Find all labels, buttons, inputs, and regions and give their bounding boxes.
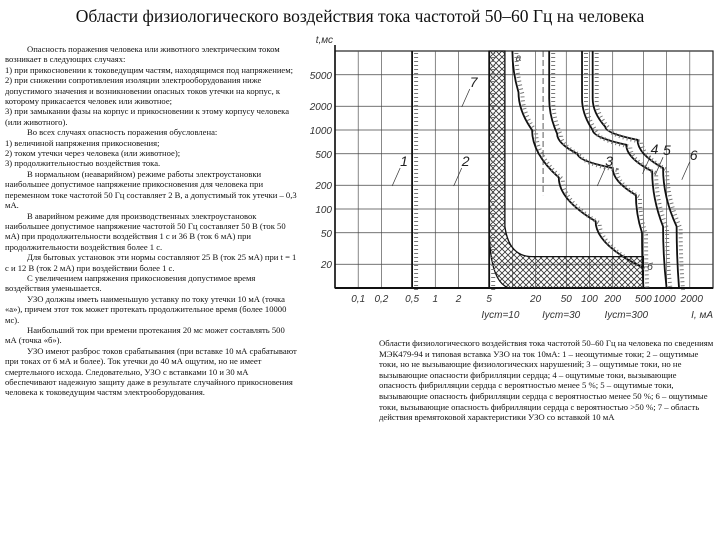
- zone-label: 5: [663, 142, 671, 159]
- y-axis-label: t,мс: [315, 35, 333, 46]
- body-text: [5, 44, 297, 398]
- paragraph: УЗО должны иметь наименьшую уставку по току утечки 10 мА (точка «а»), причем этот ток может протекать продолжительное время (более 10000 мс).: [5, 293, 287, 325]
- x-tick-label: 5: [486, 294, 492, 305]
- x-tick-label: 1000: [653, 294, 676, 305]
- paragraph: 3) продолжительностью воздействия тока.: [5, 158, 161, 169]
- y-tick-label: 2000: [309, 102, 332, 114]
- paragraph: Для бытовых установок эти нормы составляют 25 В (ток 25 мА) при t = 1 с и 12 В (ток 2 мА) при воздействии более 1 с.: [5, 252, 297, 273]
- label-leader-line: [392, 168, 400, 186]
- x-tick-label: 0,2: [374, 294, 389, 305]
- setting-label: Iуст=10: [481, 310, 520, 321]
- paragraph: Опасность поражения человека или животного электрическим током возникает в следующих случаях:: [5, 44, 280, 65]
- label-leader-line: [643, 156, 651, 174]
- paragraph: 1) при прикосновении к токоведущим частям, находящимся под напряжением;: [5, 64, 294, 75]
- y-tick-label: 500: [315, 149, 332, 161]
- label-leader-line: [462, 89, 470, 107]
- y-tick-label: 100: [315, 205, 332, 216]
- boundary-3-line: [549, 51, 643, 288]
- physiological-effects-chart: [309, 30, 720, 360]
- boundary-4-line: [582, 51, 667, 288]
- zone-label: 4: [650, 140, 659, 157]
- paragraph: В нормальном (неаварийном) режиме работы электроустановки наибольшее допустимое напряжение прикосновения для человека при переменном токе частотой 50 Гц составляет 2 В, а допустимый ток утечки – 0,3 мА.: [5, 168, 297, 211]
- figure-caption: Области физиологического воздействия тока частотой 50–60 Гц на человека по сведениям МЭК479-94 и типовая вставка УЗО на ток 10мА: 1 – неощутимые токи; 2 – ощутимые токи, но не вызывающие физиологических нарушений; 3 – ощутимые токи, но не вызывающие опасности фибрилляции сердца; 4 – ощутимые токи, вызывающие опасность фибрилляции сердца с вероятностью менее 5 %; 5 – ощутимые токи, вызывающие опасность фибрилляции сердца с вероятностью менее 50 %; 6 – ощутимые токи, вызывающие опасность фибрилляции сердца с вероятностью >50 %; 7 – область действия времятоковой характеристики УЗО со вставкой 10 мА: [379, 338, 714, 423]
- zone-label: 7: [469, 74, 478, 91]
- paragraph: 1) величиной напряжения прикосновения;: [5, 137, 160, 148]
- boundary-3-hatch: [553, 53, 647, 290]
- boundary-5-line: [593, 51, 679, 288]
- curve-a-b-line: [512, 51, 643, 268]
- setting-label: Iуст=30: [542, 310, 581, 321]
- page-title: Области физиологического воздействия тока частотой 50–60 Гц на человека: [75, 6, 645, 26]
- zone-label: 2: [461, 153, 470, 170]
- y-tick-label: 5000: [309, 70, 332, 82]
- setting-label: Iуст=300: [604, 310, 649, 321]
- paragraph: В аварийном режиме для производственных электроустановок наибольшее допустимое напряжение частотой 50 Гц составляет 50 В (ток 50 мА) при продолжительности воздействия 1 с и 36 В (ток 6 мА) при продолжительности воздействия более 1 с.: [5, 210, 286, 252]
- paragraph: С увеличением напряжения прикосновения допустимое время воздействия уменьшается.: [5, 272, 256, 294]
- zone-label: 1: [400, 153, 408, 170]
- paragraph: УЗО имеют разброс токов срабатывания (при вставке 10 мА срабатывают при токах от 6 мА и более). Ток утечки до 40 мА ощутим, но не имеет смертельного исхода. Следовательно, УЗО с вставками 10 и 30 мА обеспечивают надежную защиту даже в результате случайного прикосновения человека к токоведущим частям электрооборудования.: [5, 345, 297, 398]
- paragraph: 3) при замыкании фазы на корпус и прикосновении к этому корпусу человека (или животного).: [5, 106, 290, 127]
- x-tick-label: 0,1: [351, 294, 366, 305]
- x-tick-label: 0,5: [405, 294, 420, 305]
- x-tick-label: 200: [604, 294, 622, 305]
- point-label: б: [647, 261, 653, 273]
- y-tick-label: 50: [320, 228, 332, 240]
- x-tick-label: 50: [560, 294, 572, 305]
- x-tick-label: 20: [530, 294, 542, 305]
- zone-label: 6: [689, 146, 698, 163]
- point-label: а: [515, 52, 522, 64]
- boundary-4-hatch: [586, 53, 671, 290]
- paragraph: 2) при снижении сопротивления изоляции электрооборудования ниже допустимого значения и возникновении опасных токов утечки на корпус, к которому прикасается человек или животное;: [5, 75, 281, 107]
- x-tick-label: 1: [432, 294, 439, 305]
- boundary-5-hatch: [597, 53, 683, 290]
- x-tick-label: 500: [635, 294, 652, 305]
- x-axis-label: I, мА: [691, 310, 713, 321]
- y-tick-label: 20: [320, 260, 332, 272]
- x-tick-label: 2: [455, 294, 462, 305]
- zone-label: 3: [605, 153, 614, 170]
- plot-frame: [335, 51, 713, 288]
- paragraph: Наибольший ток при времени протекания 20 мс может составлять 500 мА (точка «б»).: [5, 324, 285, 346]
- y-tick-label: 200: [315, 181, 332, 193]
- label-leader-line: [454, 168, 462, 186]
- paragraph: 2) током утечки через человека (или животное);: [5, 148, 181, 159]
- label-leader-line: [597, 168, 605, 186]
- y-tick-label: 1000: [309, 126, 332, 137]
- x-tick-label: 100: [581, 294, 598, 305]
- x-tick-label: 2000: [680, 294, 703, 305]
- label-leader-line: [682, 162, 690, 180]
- paragraph: Во всех случаях опасность поражения обусловлена:: [27, 127, 218, 138]
